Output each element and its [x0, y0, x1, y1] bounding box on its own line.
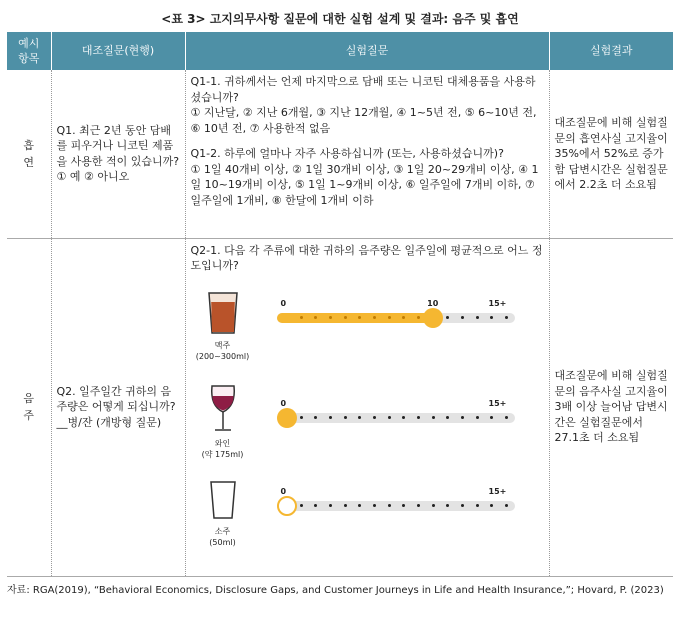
disclosure-experiment-table [7, 32, 673, 577]
slider-dot [300, 316, 303, 319]
result-drinking [549, 238, 673, 576]
soju-slider-max-label: 15+ [488, 486, 507, 496]
result-smoking-text: 대조질문에 비해 실험질문의 흡연사실 고지율이 35%에서 52%로 증가함 답변시간은 실험질문에서 2.2초 더 소요됨 [554, 116, 668, 191]
beer-slider-min-label: 0 [280, 298, 287, 308]
slider-dot [314, 416, 317, 419]
drink-row-beer [191, 290, 544, 384]
wine-slider-max-label: 15+ [488, 398, 507, 408]
beer-slider[interactable] [277, 296, 517, 326]
wine-slider[interactable] [277, 396, 517, 426]
experiment-question-smoking [185, 70, 549, 238]
table-header-row [7, 32, 673, 70]
slider-dot [446, 316, 449, 319]
slider-dot [314, 316, 317, 319]
slider-dot [300, 504, 303, 507]
slider-dot [476, 316, 479, 319]
slider-dot [358, 316, 361, 319]
experiment-question-q1-2: Q1-2. 하루에 얼마나 자주 사용하십니까 (또는, 사용하셨습니까)? [190, 147, 504, 160]
slider-dot [446, 504, 449, 507]
table-row-drinking [7, 238, 673, 576]
slider-dot [358, 504, 361, 507]
drink-row-wine [191, 384, 544, 478]
drink-row-soju [191, 478, 544, 572]
slider-dot [505, 316, 508, 319]
slider-dot [417, 416, 420, 419]
slider-dot [388, 504, 391, 507]
table-caption: <표 3> 고지의무사항 질문에 대한 실험 설계 및 결과: 음주 및 흡연 [161, 12, 519, 26]
soju-volume: (50ml) [209, 538, 236, 547]
slider-dot [329, 416, 332, 419]
wine-glass-icon [203, 384, 243, 461]
slider-dot [446, 416, 449, 419]
row-item-drinking: 음주 [7, 238, 51, 576]
slider-dot [358, 416, 361, 419]
slider-dot [373, 416, 376, 419]
slider-dot [402, 416, 405, 419]
slider-dot [432, 504, 435, 507]
beer-volume: (200~300ml) [195, 352, 250, 361]
slider-dot [388, 316, 391, 319]
beer-slider-mid-label: 10 [427, 298, 439, 308]
slider-dot [490, 316, 493, 319]
control-question-drinking [51, 238, 185, 576]
control-question-text: Q1. 최근 2년 동안 담배를 피우거나 니코틴 제품을 사용한 적이 있습니까? [56, 123, 180, 168]
soju-name: 소주 [214, 527, 231, 536]
slider-dot [490, 416, 493, 419]
slider-dot [329, 504, 332, 507]
slider-dot [417, 504, 420, 507]
slider-dot [490, 504, 493, 507]
experiment-options-q1-2: ① 1일 40개비 이상, ② 1일 30개비 이상, ③ 1일 20~29개비 이상, ④ 1일 10~19개비 이상, ⑤ 1일 1~9개비 이상, ⑥ 일주일에 7개비 이하, ⑦ 일주일에 1개비, ⑧ 한달에 1개비 이하 [190, 162, 539, 207]
wine-slider-min-label: 0 [280, 398, 287, 408]
control-question-drinking-text: Q2. 일주일간 귀하의 음주량은 어떻게 되십니까? __병/잔 (개방형 질문) [56, 384, 176, 429]
header-experiment-question: 실험질문 [185, 32, 549, 70]
beer-name: 맥주 [214, 341, 231, 350]
experiment-question-q1-1: Q1-1. 귀하께서는 언제 마지막으로 담배 또는 니코틴 대체용품을 사용하셨습니까? [190, 75, 536, 104]
soju-slider-min-label: 0 [280, 486, 287, 496]
experiment-question-drinking [185, 238, 549, 576]
control-question-smoking [51, 70, 185, 238]
result-drinking-text: 대조질문에 비해 실험질문의 음주사실 고지율이 3배 이상 늘어남 답변시간은 실험질문에서 27.1초 더 소요됨 [554, 369, 668, 445]
header-item: 예시 항목 [7, 32, 51, 70]
slider-dot [476, 504, 479, 507]
slider-dot [505, 416, 508, 419]
slider-dot [344, 504, 347, 507]
control-options-text: ① 예 ② 아니오 [56, 170, 130, 184]
beer-slider-max-label: 15+ [488, 298, 507, 308]
slider-knob[interactable] [277, 496, 297, 516]
slider-dot [432, 416, 435, 419]
header-experiment-result: 실험결과 [549, 32, 673, 70]
slider-dot [417, 316, 420, 319]
soju-glass-icon [203, 478, 243, 549]
slider-dot [300, 416, 303, 419]
table-row-smoking [7, 70, 673, 238]
slider-dot [344, 316, 347, 319]
slider-dots [287, 504, 507, 508]
slider-dot [461, 416, 464, 419]
slider-dot [344, 416, 347, 419]
slider-dot [461, 504, 464, 507]
slider-dot [461, 316, 464, 319]
slider-knob[interactable] [277, 408, 297, 428]
slider-dot [505, 504, 508, 507]
wine-name: 와인 [214, 439, 231, 448]
beer-glass-icon [195, 290, 250, 363]
slider-knob[interactable] [423, 308, 443, 328]
slider-dot [476, 416, 479, 419]
result-smoking [549, 70, 673, 238]
experiment-question-q2-1: Q2-1. 다음 각 주류에 대한 귀하의 음주량은 일주일에 평균적으로 어느 정도입니까? [190, 243, 543, 272]
slider-dot [402, 316, 405, 319]
soju-slider[interactable] [277, 484, 517, 514]
slider-dot [329, 316, 332, 319]
wine-volume: (약 175ml) [201, 450, 244, 459]
slider-dot [388, 416, 391, 419]
slider-dot [373, 316, 376, 319]
slider-dot [314, 504, 317, 507]
slider-dot [373, 504, 376, 507]
slider-dots [287, 416, 507, 420]
slider-dots [287, 316, 507, 320]
row-item-smoking: 흡연 [7, 70, 51, 238]
header-control-question: 대조질문(현행) [51, 32, 185, 70]
slider-dot [402, 504, 405, 507]
source-note: 자료: RGA(2019), “Behavioral Economics, Disclosure Gaps, and Customer Journeys in Life and Health Insurance,”; Hovard, P. (2023) [7, 585, 664, 596]
experiment-options-q1-1: ① 지난달, ② 지난 6개월, ③ 지난 12개월, ④ 1~5년 전, ⑤ 6~10년 전, ⑥ 10년 전, ⑦ 사용한적 없음 [190, 106, 537, 135]
